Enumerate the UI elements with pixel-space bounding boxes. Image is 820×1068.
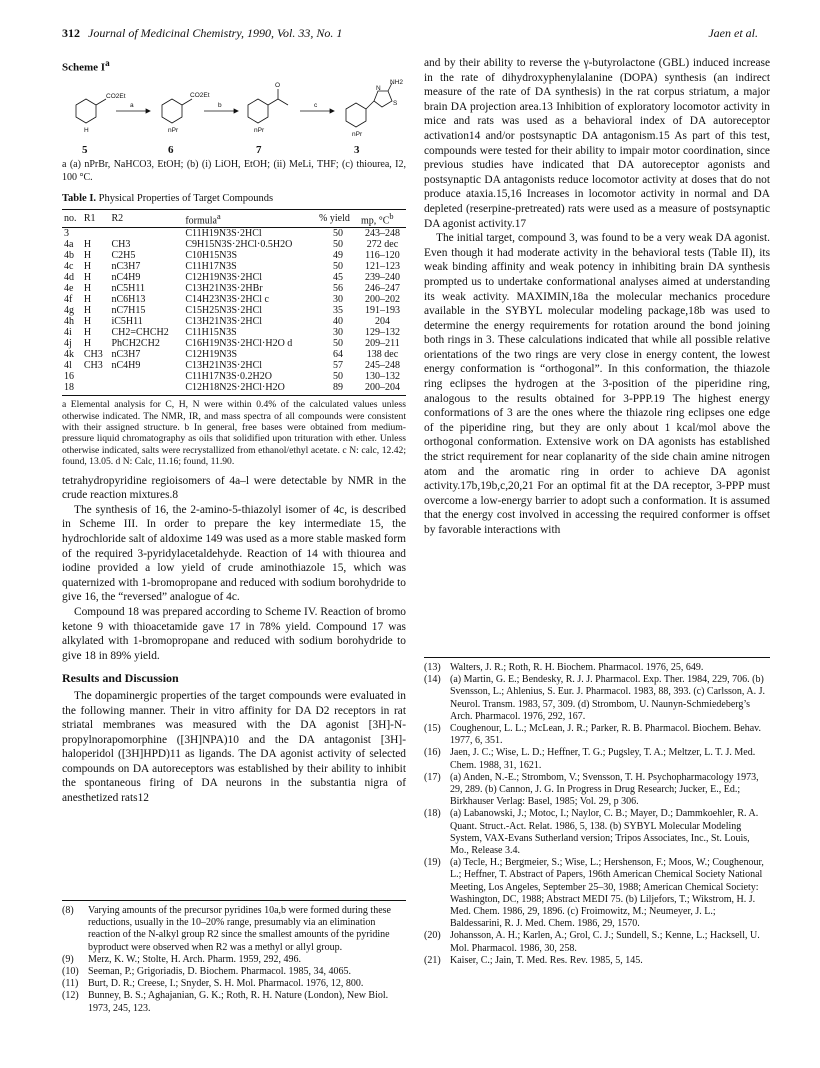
table-cell: 50 bbox=[332, 228, 343, 240]
table-cell: H bbox=[83, 327, 92, 339]
reference-item bbox=[424, 723, 770, 747]
table-cell: 191–193 bbox=[364, 305, 400, 317]
left-paragraph-4: The dopaminergic properties of the target compounds were evaluated in the following manner. Their in vitro affinity for DA D2 receptors in rat striatal membranes was measured with the DA agonist [3H]-N-propylnorapomorphine ([3H]NPA)10 and the DA antagonist [3H]-haloperidol ([3H]HPD)11 as ligands. The DA agonist activity of selected compounds on DA autoreceptors was established by their ability to inhibit the spontaneous firing of DA neurons in the substantia nigra of anesthetized rats12 bbox=[62, 689, 406, 805]
npr-label-3: nPr bbox=[352, 131, 363, 139]
table-cell: H bbox=[83, 305, 92, 317]
reference-text: Johansson, A. H.; Karlen, A.; Grol, C. J.; Sundell, S.; Kenne, L.; Hacksell, U. Mol. Pharmacol. 1986, 30, 258. bbox=[450, 930, 760, 954]
co2et-label-1: CO2Et bbox=[106, 93, 126, 101]
table-row bbox=[62, 272, 406, 283]
table-row bbox=[62, 261, 406, 272]
table-cell: C11H19N3S·2HCl bbox=[185, 228, 262, 240]
reference-item bbox=[62, 966, 406, 978]
table-cell: CH3 bbox=[83, 349, 103, 361]
journal-citation: Journal of Medicinal Chemistry, 1990, Vol. 33, No. 1 bbox=[88, 26, 343, 40]
running-authors: Jaen et al. bbox=[708, 26, 758, 40]
table-cell: H bbox=[83, 338, 92, 350]
table-cell: nC3H7 bbox=[111, 261, 141, 273]
right-column bbox=[424, 56, 770, 538]
table-cell: 204 bbox=[374, 316, 390, 328]
table-cell: C11H17N3S·0.2H2O bbox=[185, 371, 272, 383]
col-r2: R2 bbox=[109, 209, 183, 227]
left-paragraph-1: tetrahydropyridine regioisomers of 4a–l were detectable by NMR in the crude reaction mixtures.8 bbox=[62, 474, 406, 502]
col-mp: mp, $^\circ C^b$ bbox=[359, 209, 406, 227]
table-row bbox=[62, 294, 406, 305]
table-cell: nC7H15 bbox=[111, 305, 146, 317]
table-cell: 200–204 bbox=[359, 382, 406, 396]
npr-label-2: nPr bbox=[254, 127, 265, 135]
table-cell bbox=[109, 371, 183, 382]
table-cell: H bbox=[83, 250, 92, 262]
table-cell: C15H25N3S·2HCl bbox=[185, 305, 263, 317]
reference-item bbox=[424, 857, 770, 930]
col-r1: R1 bbox=[82, 209, 110, 227]
table-cell: nC4H9 bbox=[111, 360, 141, 372]
table-cell: 64 bbox=[332, 349, 343, 361]
table-cell: nC5H11 bbox=[111, 283, 145, 295]
table-row bbox=[62, 250, 406, 261]
reference-number: (20) bbox=[424, 930, 441, 942]
table-cell: 200–202 bbox=[364, 294, 400, 306]
left-footnotes bbox=[62, 900, 406, 1015]
table-cell: nC3H7 bbox=[111, 349, 141, 361]
table-cell: H bbox=[83, 294, 92, 306]
scheme-footnote: a (a) nPrBr, NaHCO3, EtOH; (b) (i) LiOH, EtOH; (ii) MeLi, THF; (c) thiourea, I2, 100 °C. bbox=[62, 159, 406, 183]
table-row bbox=[62, 338, 406, 349]
reference-item bbox=[62, 905, 406, 954]
reference-text: Walters, J. R.; Roth, R. H. Biochem. Pharmacol. 1976, 25, 649. bbox=[450, 662, 704, 673]
table-cell: 30 bbox=[332, 327, 343, 339]
table-cell: C13H21N3S·2HBr bbox=[185, 283, 263, 295]
table-row bbox=[62, 228, 406, 240]
right-paragraph-2: The initial target, compound 3, was found to be a very weak DA agonist. Even though it had moderate activity in the behavioral tests (Table II), its weak binding affinity and weak potency in inhibiting brain DA synthesis prompted us to undertake conformational analyses aimed at understanding its weak activity. MAXIMIN,18a the molecular mechanics procedure available in the SYBYL molecular modeling package,18b was used to determine the energy requirements for rotation around the bond joining both rings in 3. These calculations indicated that while all possible relative orientations of the two rings are very close in energy content, the lowest energy conformation is “orthogonal”. In this conformation, the thiazole ring eclipses the hydrogen at the 3-position of the piperidine ring, analogous to the results obtained for 3-PPP.19 The highest energy conformations of 3 are the ones where the thiazole ring eclipses one edge of the piperidine ring, but they are only about 1 kcal/mol above the orthogonal conformation. Extensive work on DA agonists has established the strict requirement for near coplanarity of the side chain amine nitrogen atom and the aromatic ring in order to achieve DA agonist activity.17b,19b,c,20,21 For an optimal fit at the DA receptor, 3-PPP must overcome a low-energy barrier to adopt such a conformation. It is assumed that the energy cost involved in accessing the required conformer is offset by favorable interactions with bbox=[424, 232, 770, 536]
reference-number: (15) bbox=[424, 723, 441, 735]
left-paragraph-2: The synthesis of 16, the 2-amino-5-thiazolyl isomer of 4c, is described in Scheme III. In order to prepare the key intermediate 15, the hydrochloride salt of aldoxime 149 was used as a more stable masked form of the required 3-pyridylacetaldehyde. Reaction of 14 with thiourea and iodine provided a low yield of crude aminothiazole 15, which was quaternized with 1-bromopropane and reduced with sodium borohydride to give 16, the “reversed” analogue of 4c. bbox=[62, 503, 406, 604]
reference-text: Seeman, P.; Grigoriadis, D. Biochem. Pharmacol. 1985, 34, 4065. bbox=[88, 966, 352, 978]
reference-item bbox=[424, 955, 770, 967]
table-row bbox=[62, 382, 406, 396]
scheme-diagram bbox=[62, 79, 406, 143]
table-cell: C11H17N3S bbox=[185, 261, 237, 273]
table-cell: C13H21N3S·2HCl bbox=[185, 360, 263, 372]
reference-number: (19) bbox=[424, 857, 441, 869]
table-row bbox=[62, 371, 406, 382]
table-cell: C11H15N3S bbox=[185, 327, 237, 339]
table-cell: C12H19N3S·2HCl bbox=[185, 272, 263, 284]
thiazole-s-label: S bbox=[393, 100, 398, 108]
compound-label-6: 6 bbox=[168, 144, 174, 157]
scheme-title: Scheme $I^a$ bbox=[62, 58, 110, 74]
reference-number: (9) bbox=[62, 953, 74, 965]
table-cell: H bbox=[83, 261, 92, 273]
table-cell: 4i bbox=[64, 327, 72, 339]
table-row bbox=[62, 239, 406, 250]
reference-text: Coughenour, L. L.; McLean, J. R.; Parker, R. B. Pharmacol. Biochem. Behav. 1977, 6, 351. bbox=[450, 723, 761, 747]
structure-5 bbox=[76, 93, 126, 134]
table-cell bbox=[82, 382, 110, 396]
structure-6 bbox=[162, 92, 210, 134]
table-cell: 89 bbox=[317, 382, 359, 396]
compound-label-7: 7 bbox=[256, 144, 262, 157]
properties-table bbox=[62, 209, 406, 396]
table-cell: CH3 bbox=[83, 360, 103, 372]
table-cell: 49 bbox=[332, 250, 343, 262]
table-cell: 50 bbox=[332, 371, 343, 383]
table-cell: C12H19N3S bbox=[185, 349, 238, 361]
table-cell: 45 bbox=[332, 272, 343, 284]
col-yield: % yield bbox=[317, 209, 359, 227]
reference-text: (a) Labanowski, J.; Motoc, I.; Naylor, C. B.; Mayer, D.; Dammkoehler, R. A. Quant. Struct.-Act. Relat. 1986, 5, 138. (b) SYBYL Molecular Modeling System, VAX-Evans Sutherland version; Tripos Associates, Inc., St. Louis, Mo., Release 3.4. bbox=[450, 808, 759, 857]
table-cell: nC6H13 bbox=[111, 294, 146, 306]
left-column bbox=[62, 56, 406, 806]
table-title: Table I. Physical Properties of Target Compounds bbox=[62, 193, 274, 205]
col-formula: formula$^a$ bbox=[183, 209, 317, 227]
left-paragraph-3: Compound 18 was prepared according to Scheme IV. Reaction of bromo ketone 9 with thioacetamide gave 17 in 78% yield. Compound 17 was alkylated with 1-bromopropane and reduced with sodium borohydride to give 18 in 89% yield. bbox=[62, 605, 406, 662]
table-cell: 209–211 bbox=[365, 338, 400, 350]
table-cell: 4j bbox=[64, 338, 72, 350]
table-cell: H bbox=[83, 272, 92, 284]
reference-number: (21) bbox=[424, 954, 441, 966]
table-cell: 272 dec bbox=[366, 239, 399, 251]
table-cell: 40 bbox=[332, 316, 343, 328]
reference-number: (17) bbox=[424, 771, 441, 783]
reference-item bbox=[424, 674, 770, 723]
table-cell: 4a bbox=[64, 239, 74, 251]
table-cell: 4e bbox=[64, 283, 74, 295]
table-cell: PhCH2CH2 bbox=[111, 338, 160, 350]
co2et-label-2: CO2Et bbox=[190, 92, 210, 100]
table-cell bbox=[109, 228, 183, 240]
table-cell: 57 bbox=[332, 360, 343, 372]
reference-number: (8) bbox=[62, 905, 74, 916]
table-cell: 4k bbox=[64, 349, 74, 361]
table-cell: 4c bbox=[64, 261, 74, 273]
reference-number: (16) bbox=[424, 747, 441, 759]
table-cell: H bbox=[83, 316, 92, 328]
reference-item bbox=[424, 772, 770, 809]
table-cell: 35 bbox=[332, 305, 343, 317]
table-cell: 138 dec bbox=[366, 349, 399, 361]
reference-text: Merz, K. W.; Stolte, H. Arch. Pharm. 1959, 292, 496. bbox=[88, 953, 302, 965]
compound-label-3: 3 bbox=[354, 144, 360, 157]
table-cell: 4h bbox=[64, 316, 74, 328]
reference-item bbox=[424, 808, 770, 857]
table-row bbox=[62, 349, 406, 360]
reference-text: Varying amounts of the precursor pyridines 10a,b were formed during these reductions, usually in the 10–20% range, presumably via an elimination reaction of the N-alkyl group R2 since the smallest amounts of the pyridine byproduct were observed when R2 was a methyl or allyl group. bbox=[88, 905, 391, 953]
table-cell: 3 bbox=[64, 228, 69, 240]
reference-number: (13) bbox=[424, 662, 441, 673]
table-row bbox=[62, 316, 406, 327]
arrow-c-label: c bbox=[314, 102, 318, 110]
reference-text: Burt, D. R.; Creese, I.; Snyder, S. H. Mol. Pharmacol. 1976, 12, 800. bbox=[88, 978, 364, 990]
right-paragraph-1: and by their ability to reverse the γ-butyrolactone (GBL) induced increase in the rate of dihydroxyphenylalanine (DOPA) synthesis (an indirect measure of the rate of DA synthesis) in the rat corpus striatum, a major brain DA projection area.13 Inhibition of exploratory locomotor activity in mice and rats was used as a behavioral index of DA autoreceptor activation14 and/or postsynaptic DA antagonism.15 As part of this test, compounds were tested for their ability to impair motor coordination, since previous studies have indicated that DA autoreceptor agonists and postsynaptic DA antagonists reduce locomotor activity at doses that do not produce ataxia.15,16 Increases in locomotor activity in normal and DA depleted (reserpine-pretreated) rats were used as a measure of postsynaptic DA agonist activity.17 bbox=[424, 57, 770, 230]
reference-text: Jaen, J. C.; Wise, L. D.; Heffner, T. G.; Pugsley, T. A.; Meltzer, L. T. J. Med. Chem. 1988, 31, 1621. bbox=[450, 747, 756, 771]
table-cell: 121–123 bbox=[364, 261, 400, 273]
table-cell: 18 bbox=[62, 382, 82, 396]
ketone-o-label: O bbox=[275, 82, 281, 90]
table-cell: 246–247 bbox=[364, 283, 400, 295]
table-cell: C16H19N3S·2HCl·H2O d bbox=[185, 338, 293, 350]
table-cell: 30 bbox=[332, 294, 343, 306]
thiazole-n-label: N bbox=[376, 85, 381, 93]
table-cell: 130–132 bbox=[364, 371, 400, 383]
reference-text: Bunney, B. S.; Aghajanian, G. K.; Roth, R. H. Nature (London), New Biol. 1973, 245, 123. bbox=[88, 990, 389, 1014]
table-cell: C9H15N3S·2HCl·0.5H2O bbox=[185, 239, 293, 251]
table-footnote: a Elemental analysis for C, H, N were within 0.4% of the calculated values unless otherwise indicated. The NMR, IR, and mass spectra of all compounds were consistent with their assigned structure. b In general, free bases were obtained from medium-pressure liquid chromatography as oils that solidified upon trituration with ether. Unless otherwise indicated, salts were recrystallized from ethanol/ethyl acetate. c N: calc, 12.42; found, 13.05. d N: Calc, 11.16; found, 11.90. bbox=[62, 399, 406, 468]
page-number: 312 bbox=[62, 26, 80, 40]
reference-item bbox=[62, 978, 406, 990]
table-cell: 50 bbox=[332, 261, 343, 273]
reference-text: (a) Martin, G. E.; Bendesky, R. J. J. Pharmacol. Exp. Ther. 1984, 229, 706. (b) Svensson, L.; Ahlenius, S. Eur. J. Pharmacol. 1983, 88, 393. (c) Carlsson, A. J. Neurol. Transm. 1983, 57, 309. (d) Strombom, U. Naunyn-Schmiedeberg’s Arch. Pharmacol. 1976, 292, 167. bbox=[450, 674, 765, 722]
table-row bbox=[62, 305, 406, 316]
nh2-label: NH2 bbox=[390, 79, 404, 87]
table-cell: C14H23N3S·2HCl c bbox=[185, 294, 269, 306]
running-header bbox=[62, 26, 758, 46]
table-cell bbox=[109, 382, 183, 396]
npr-label-1: nPr bbox=[168, 127, 179, 135]
arrow-b-label: b bbox=[218, 102, 222, 110]
table-cell: 4l bbox=[64, 360, 72, 372]
reference-item bbox=[62, 990, 406, 1014]
col-no: no. bbox=[62, 209, 82, 227]
table-row bbox=[62, 327, 406, 338]
table-cell: C12H18N2S·2HCl·H2O bbox=[183, 382, 317, 396]
table-cell bbox=[82, 371, 110, 382]
reference-text: (a) Anden, N.-E.; Strombom, V.; Svensson, T. H. Psychopharmacology 1973, 29, 289. (b) Cannon, J. G. In Progress in Drug Research; Jucker, E., Ed.; Birkhauser Verlag: Basel, 1985; Vol. 29, p 306. bbox=[450, 771, 759, 808]
compound-label-5: 5 bbox=[82, 144, 88, 157]
table-cell: 129–132 bbox=[364, 327, 400, 339]
reference-item bbox=[424, 930, 770, 954]
reference-text: (a) Tecle, H.; Bergmeier, S.; Wise, L.; Hershenson, F.; Moos, W.; Coughenour, L.; Heffner, T. Abstract of Papers, 196th American Chemical Society National Meeting, Los Angeles, September 25–30, 1988; American Chemical Society: Washington, DC, 1988; Abstract MEDI 75. (b) Liljefors, T.; Wikstrom, H. J. Med. Chem. 1986, 29, 1896. (c) Froimowitz, M.; Neumeyer, J. L.; Baldessarini, R. J. Med. Chem. 1986, 29, 1570. bbox=[450, 857, 764, 930]
table-cell: H bbox=[83, 239, 92, 251]
table-cell: 16 bbox=[64, 371, 74, 383]
table-cell bbox=[82, 228, 110, 240]
table-cell: 50 bbox=[332, 338, 343, 350]
table-cell: C2H5 bbox=[111, 250, 136, 262]
table-header-row bbox=[62, 209, 406, 227]
table-cell: 245–248 bbox=[364, 360, 400, 372]
table-cell: 243–248 bbox=[364, 228, 400, 240]
structure-7 bbox=[248, 82, 288, 134]
table-cell: 50 bbox=[332, 239, 343, 251]
reference-item bbox=[424, 662, 770, 674]
table-cell: 4g bbox=[64, 305, 74, 317]
reference-number: (18) bbox=[424, 808, 441, 820]
table-cell: C13H21N3S·2HCl bbox=[185, 316, 263, 328]
reference-number: (10) bbox=[62, 966, 79, 978]
table-cell: 4b bbox=[64, 250, 74, 262]
reference-number: (14) bbox=[424, 674, 441, 686]
structure-3 bbox=[346, 79, 403, 138]
table-cell: iC5H11 bbox=[111, 316, 143, 328]
table-cell: 56 bbox=[332, 283, 343, 295]
table-cell: CH3 bbox=[111, 239, 131, 251]
table-cell: CH2=CHCH2 bbox=[111, 327, 169, 339]
table-row bbox=[62, 283, 406, 294]
compound-numbers bbox=[62, 143, 406, 157]
reference-item bbox=[62, 954, 406, 966]
table-cell: 116–120 bbox=[365, 250, 400, 262]
right-references bbox=[424, 657, 770, 967]
reference-item bbox=[424, 747, 770, 771]
table-cell: H bbox=[83, 283, 92, 295]
reference-number: (11) bbox=[62, 978, 79, 990]
n-h-label: H bbox=[84, 127, 89, 135]
table-cell: 4d bbox=[64, 272, 74, 284]
table-cell: C10H15N3S bbox=[185, 250, 238, 262]
table-row bbox=[62, 360, 406, 371]
table-cell: nC4H9 bbox=[111, 272, 141, 284]
reference-text: Kaiser, C.; Jain, T. Med. Res. Rev. 1985, 5, 145. bbox=[450, 954, 643, 966]
table-cell: 4f bbox=[64, 294, 73, 306]
section-heading: Results and Discussion bbox=[62, 671, 179, 686]
arrow-a-label: a bbox=[130, 102, 134, 110]
table-cell: 239–240 bbox=[364, 272, 400, 284]
reference-number: (12) bbox=[62, 990, 79, 1002]
